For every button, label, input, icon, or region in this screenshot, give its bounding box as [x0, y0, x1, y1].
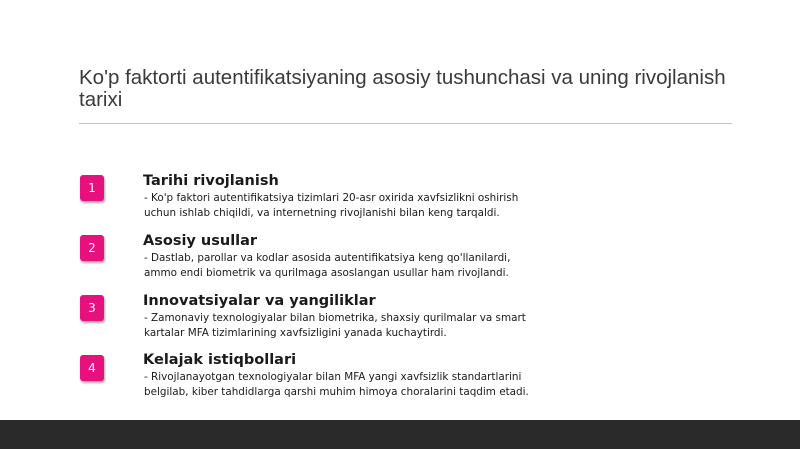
title-divider — [79, 123, 732, 124]
item-description-2: - Dastlab, parollar va kodlar asosida autentifikatsiya keng qo'llanilardi, ammo endi biometrik va qurilmaga asoslangan usullar ham rivojlandi. — [144, 252, 511, 279]
item-description-3: - Zamonaviy texnologiyalar bilan biometrika, shaxsiy qurilmalar va smart kartalar MFA tizimlarining xavfsizligini yanada kuchaytirdi. — [144, 312, 526, 339]
slide-title: Ko'p faktorti autentifikatsiyaning asosiy tushunchasi va uning rivojlanish tarixi — [79, 66, 726, 111]
item-heading-1: Tarihi rivojlanish — [143, 173, 279, 189]
item-heading-4: Kelajak istiqbollari — [143, 352, 297, 368]
number-badge-1: 1 — [80, 175, 104, 201]
number-badge-3: 3 — [80, 295, 104, 321]
footer-bar — [0, 420, 800, 449]
number-badge-2: 2 — [80, 235, 104, 261]
number-badge-4: 4 — [80, 355, 104, 381]
item-heading-3: Innovatsiyalar va yangiliklar — [143, 293, 376, 309]
item-description-4: - Rivojlanayotgan texnologiyalar bilan MFA yangi xavfsizlik standartlarini belgilab, kiber tahdidlarga qarshi muhim himoya choralarini taqdim etadi. — [144, 371, 529, 398]
item-heading-2: Asosiy usullar — [143, 233, 258, 249]
item-description-1: - Ko'p faktori autentifikatsiya tizimlari 20-asr oxirida xavfsizlikni oshirish uchun ishlab chiqildi, va internetning rivojlanishi bilan keng tarqaldi. — [144, 192, 519, 219]
